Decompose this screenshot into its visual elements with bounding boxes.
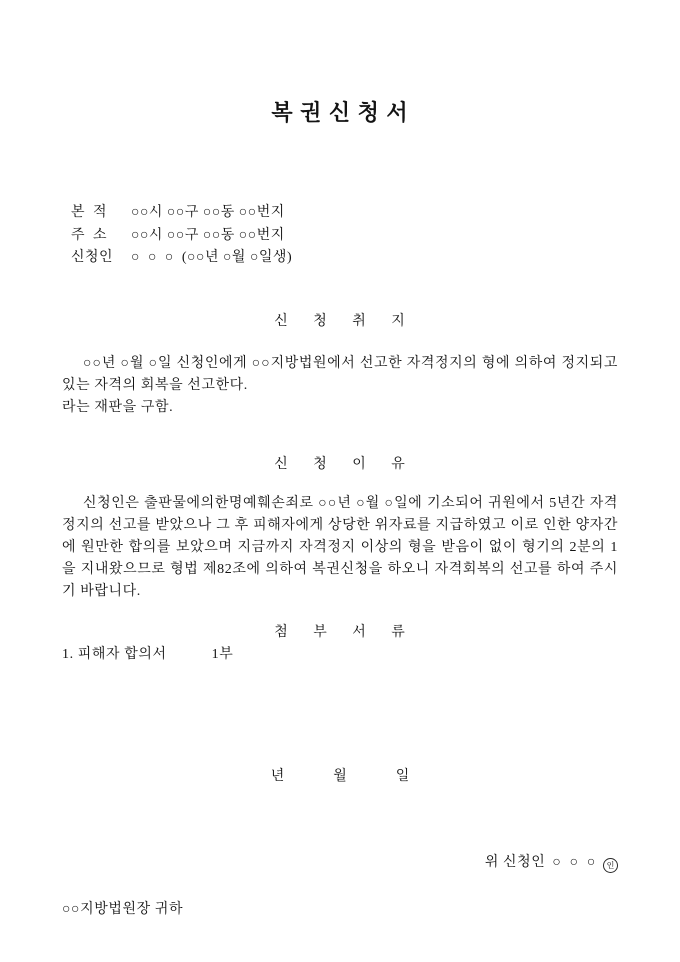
recipient-line: ○○지방법원장 귀하 [62, 901, 184, 917]
seal-icon: 인 [603, 858, 618, 873]
info-label-applicant: 신청인 [71, 250, 114, 265]
section-heading-reason: 신 청 이 유 [274, 456, 406, 472]
info-label-address: 주 소 [71, 227, 108, 243]
signature-label: 위 신청인 [484, 854, 546, 870]
info-row-registered-domicile [71, 202, 618, 225]
reason-body-paragraph: 신청인은 출판물에의한명예훼손죄로 ○○년 ○월 ○일에 기소되어 귀원에서 5년간 자격정지의 선고를 받았으나 그 후 피해자에게 상당한 위자료를 지급하였고 이로 인한 양자간에 원만한 합의를 보았으며 지금까지 자격정지 이상의 형을 받음이 없이 형기의 2분의 1을 지내왔으므로 형법 제82조에 의하여 복권신청을 하오니 자격회복의 선고를 하여 주시기 바랍니다. [62, 495, 618, 599]
date-month-label: 월 [333, 768, 347, 784]
attachment-count: 1부 [211, 646, 234, 662]
date-line [62, 766, 618, 788]
purpose-body-paragraph: ○○년 ○월 ○일 신청인에게 ○○지방법원에서 선고한 자격정지의 형에 의하여 정지되고 있는 자격의 회복을 선고한다. [62, 355, 618, 393]
attachment-item [62, 644, 618, 666]
purpose-closing-line: 라는 재판을 구함. [62, 399, 174, 415]
attachment-name: 1. 피해자 합의서 [62, 646, 167, 662]
info-row-applicant [71, 247, 618, 270]
signature-name: ○ ○ ○ [552, 854, 596, 870]
date-year-label: 년 [270, 768, 285, 784]
signature-line [62, 830, 618, 896]
document-title: 복 권 신 청 서 [271, 100, 409, 125]
info-value-applicant: ○ ○ ○ (○○년 ○월 ○일생) [131, 250, 293, 265]
section-heading-attachments: 첨 부 서 류 [274, 624, 406, 640]
info-value-address: ○○시 ○○구 ○○동 ○○번지 [131, 227, 285, 243]
info-value-domicile: ○○시 ○○구 ○○동 ○○번지 [131, 205, 285, 220]
info-row-address [71, 225, 618, 248]
applicant-info [62, 202, 618, 270]
date-day-label: 일 [395, 768, 410, 784]
info-label-domicile: 본 적 [71, 205, 108, 220]
section-heading-purpose: 신 청 취 지 [274, 313, 406, 329]
